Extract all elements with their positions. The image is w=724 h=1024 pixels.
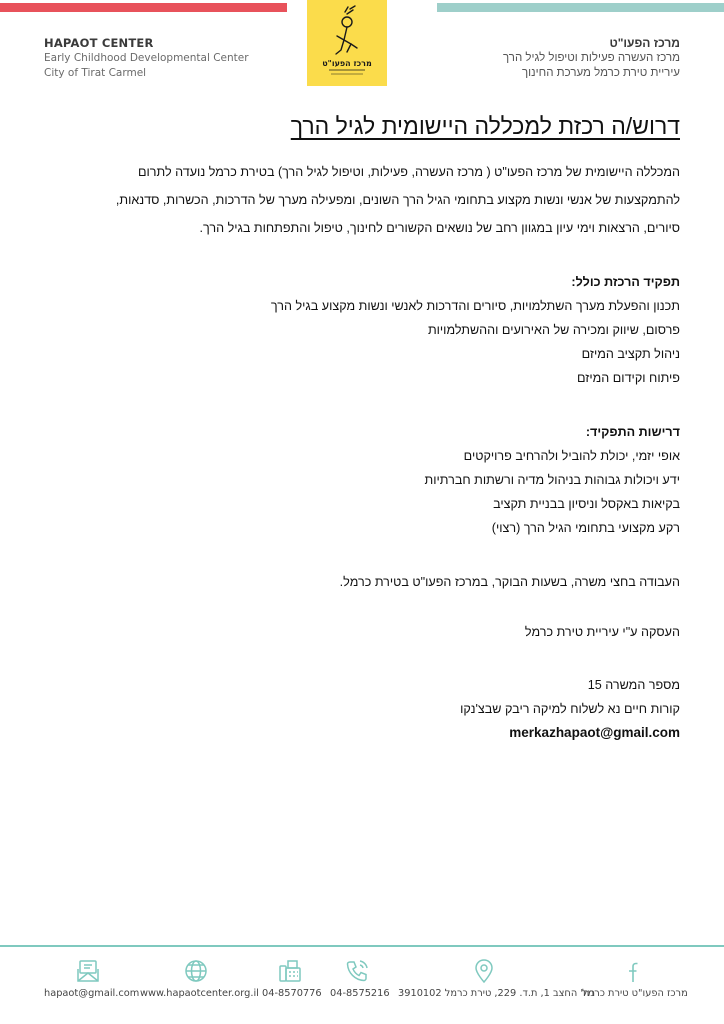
footer-address: רח' החצב 1, ת.ד. 229, טירת כרמל 3910102: [398, 988, 595, 999]
org-city-he: עיריית טירת כרמל מערכת החינוך: [522, 67, 680, 79]
job-number: מספר המשרה 15: [587, 678, 680, 692]
email-icon: [74, 957, 102, 985]
footer-divider: [0, 945, 724, 947]
list-item: רקע מקצועי בתחומי הגיל הרך (רצוי): [491, 521, 680, 535]
facebook-icon: [617, 957, 645, 985]
footer-email[interactable]: hapaot@gmail.com: [44, 988, 140, 999]
page-title: דרוש/ה רכזת למכללה היישומית לגיל הרך: [290, 113, 680, 139]
org-subtitle-en: Early Childhood Developmental Center: [44, 52, 249, 64]
header-accent-bar-teal: [437, 3, 724, 12]
intro-line: סיורים, הרצאות וימי עיון במגוון רחב של נושאים הקשורים לחינוך, טיפול והתפתחות בגיל הרך.: [199, 221, 680, 235]
role-heading: תפקיד הרכזת כולל:: [571, 275, 680, 289]
list-item: פיתוח וקידום המיזם: [577, 371, 680, 385]
list-item: תכנון והפעלת מערך השתלמויות, סיורים והדרכות לאנשי ונשות מקצוע בגיל הרך: [270, 299, 680, 313]
list-item: פרסום, שיווק ומכירה של האירועים וההשתלמויות: [427, 323, 680, 337]
intro-line: להתמקצעות של אנשי ונשות מקצוע בתחומי הגיל הרך השונים, ומפעילה מערך של הדרכות, הכשרות, סדנאות,: [115, 193, 680, 207]
intro-paragraph: [40, 158, 680, 242]
footer-facebook[interactable]: מרכז הפעו"ט טירת כרמל: [582, 988, 688, 999]
location-pin-icon: [470, 957, 498, 985]
job-scope: העבודה בחצי משרה, בשעות הבוקר, במרכז הפעו"ט בטירת כרמל.: [339, 575, 680, 589]
requirements-heading: דרישות התפקיד:: [585, 425, 680, 439]
header-english-block: [44, 36, 284, 81]
header-accent-bar-red: [0, 3, 287, 12]
footer-phone: 04-8575216: [330, 988, 390, 999]
logo: [307, 0, 387, 86]
footer-fax: 04-8570776: [262, 988, 322, 999]
org-name-en: HAPAOT CENTER: [44, 36, 154, 50]
role-section: [40, 270, 680, 390]
requirements-section: [40, 420, 680, 540]
cv-instructions: קורות חיים נא לשלוח למיקה ריבק שבצ'נקו: [460, 702, 680, 716]
contact-section: [40, 673, 680, 745]
org-name-he: מרכז הפעו"ט: [609, 36, 680, 50]
footer-website[interactable]: www.hapaotcenter.org.il: [140, 988, 259, 999]
fax-icon: [276, 957, 304, 985]
list-item: בקיאות באקסל וניסיון בבניית תקציב: [493, 497, 680, 511]
intro-line: המכללה היישומית של מרכז הפעו"ט ( מרכז העשרה, פעילות, וטיפול לגיל הרך) בטירת כרמל נועדה לתרום: [137, 165, 680, 179]
org-subtitle-he: מרכז העשרה פעילות וטיפול לגיל הרך: [503, 52, 680, 64]
org-city-en: City of Tirat Carmel: [44, 67, 147, 79]
logo-text: מרכז הפעו"ט: [322, 59, 372, 68]
list-item: ידע ויכולות גבוהות בניהול מדיה ורשתות חברתיות: [424, 473, 680, 487]
logo-figure-icon: [307, 0, 387, 86]
list-item: ניהול תקציב המיזם: [581, 347, 680, 361]
phone-icon: [343, 957, 371, 985]
header-hebrew-block: [430, 36, 680, 81]
contact-email-link[interactable]: merkazhapaot@gmail.com: [509, 725, 680, 740]
employer-note: העסקה ע"י עיריית טירת כרמל: [524, 625, 680, 639]
list-item: אופי יזמי, יכולת להוביל ולהרחיב פרויקטים: [463, 449, 680, 463]
globe-icon: [182, 957, 210, 985]
footer: [0, 955, 724, 1024]
